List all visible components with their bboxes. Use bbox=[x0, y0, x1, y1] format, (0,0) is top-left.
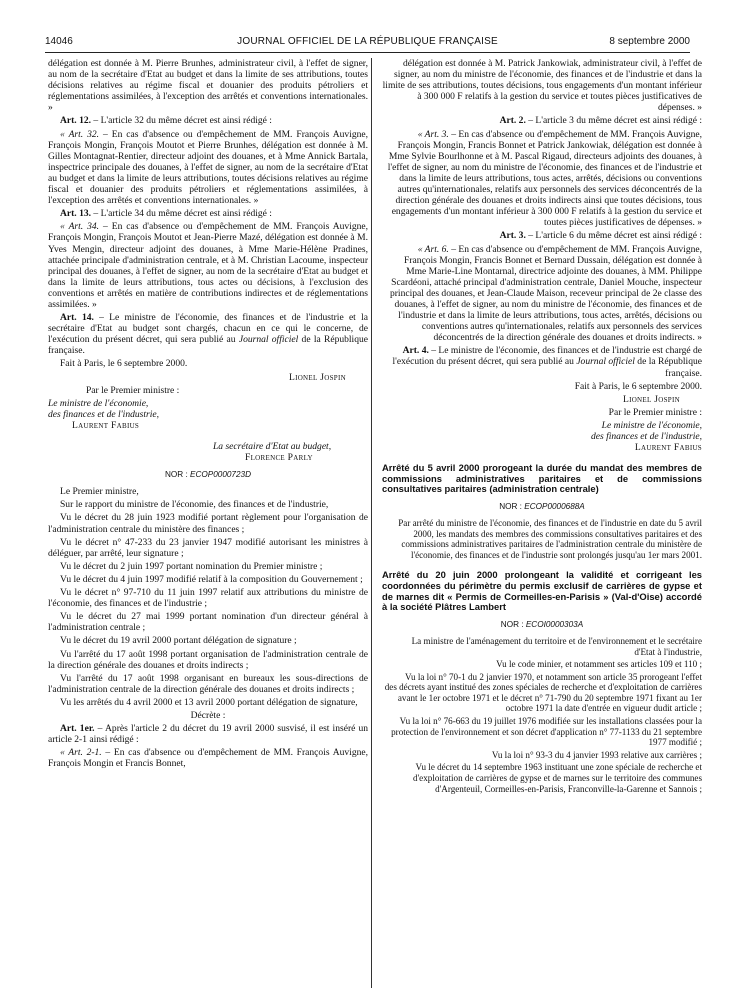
article-text: – En cas d'absence ou d'empêchement de MM. François Auvigne, François Mongin, François Moutot et Jean-Pierre Mazé, délégation est donnée à M. Yves Mengin, directeur adjoint des douanes, à Mme Marie-Hélène Pradines, attachée principale d'administration centrale, et à M. Christian Lacoume, inspecteur principal des douanes, à l'effet de signer, au nom de la secrétaire d'Etat au budget et dans la limite de leurs attributions, tous actes ou décisions, à l'exclusion des conventions et arrêtés en matière de contributions indirectes et de réglementations assimilées. » bbox=[48, 221, 368, 310]
article-32 bbox=[48, 129, 368, 207]
arrete-visa: Vu le code minier, et notamment ses articles 109 et 110 ; bbox=[496, 659, 702, 670]
column-divider bbox=[371, 58, 372, 988]
decrete-heading: Décrète : bbox=[190, 709, 226, 721]
arrete-visa: Vu la loi n° 76-663 du 19 juillet 1976 modifiée sur les installations classées pour la protection de l'environnement et son décret d'application n° 77-1133 du 21 septembre 1977 modifié ; bbox=[391, 716, 702, 748]
nor-label: NOR : bbox=[499, 501, 525, 511]
article-6 bbox=[382, 244, 702, 344]
journal-name: Journal officiel bbox=[576, 356, 635, 368]
article-text-end: de la République française. bbox=[634, 356, 702, 379]
signature-minister bbox=[48, 398, 368, 431]
article-34 bbox=[48, 221, 368, 310]
article-1 bbox=[48, 723, 368, 745]
article-text: – En cas d'absence ou d'empêchement de MM. François Auvigne, François Mongin, Francis Bonnet et Patrick Jankowiak, délégation est donnée à Mme Sylvie Bourlhonne et à M. Pascal Rigaud, directeurs adjoints des douanes, à l'effet de signer, au nom du ministre de l'économie, des finances et de l'industrie et dans la limite de leurs attributions, tous actes, arrêtés, décisions ou conventions autres qu'internationales, relatifs aux personnels des services déconcentrés de la direction générale des douanes et droits indirects ainsi que toutes décisions, tous engagements d'un montant inférieur à 300 000 F relatifs à la gestion du service et toutes pièces justificatives de dépenses. » bbox=[387, 128, 702, 229]
arrete-visa: Vu la loi n° 93-3 du 4 janvier 1993 relative aux carrières ; bbox=[491, 749, 702, 760]
article-13 bbox=[48, 208, 368, 219]
by-pm: Par le Premier ministre : bbox=[608, 406, 702, 418]
page-header bbox=[45, 36, 690, 50]
article-2 bbox=[382, 115, 702, 126]
decree-visa: Vu le décret du 4 juin 1997 modifié relatif à la composition du Gouvernement ; bbox=[60, 573, 363, 585]
article-text: – L'article 34 du même décret est ainsi rédigé : bbox=[91, 208, 272, 220]
right-column bbox=[382, 58, 702, 796]
decree-visa: Vu le décret du 19 avril 2000 portant délégation de signature ; bbox=[60, 635, 297, 647]
article-text-end: de la République française. bbox=[48, 334, 368, 357]
article-text: – L'article 3 du même décret est ainsi rédigé : bbox=[525, 115, 702, 127]
journal-name: Journal officiel bbox=[238, 334, 299, 346]
by-pm: Par le Premier ministre : bbox=[86, 384, 180, 396]
article-label: « Art. 6. bbox=[417, 243, 449, 255]
article-label: Art. 4. bbox=[402, 345, 429, 357]
article-label: Art. 1er. bbox=[60, 723, 95, 735]
minister-title-2: des finances et de l'industrie, bbox=[590, 431, 702, 442]
nor-reference bbox=[382, 619, 702, 630]
minister-name: Laurent Fabius bbox=[72, 419, 140, 431]
article-label: Art. 13. bbox=[60, 208, 92, 220]
decree-visa: Vu l'arrêté du 17 août 1998 portant organisation de l'administration centrale de la direction générale des douanes et droits indirects ; bbox=[48, 648, 368, 671]
decree-visa: Vu le décret du 28 juin 1923 modifié portant règlement pour l'organisation de l'administration centrale du ministère des finances ; bbox=[48, 512, 368, 535]
decree-visa: Sur le rapport du ministre de l'économie, des finances et de l'industrie, bbox=[60, 499, 329, 511]
decree-visa: Vu le décret n° 97-710 du 11 juin 1997 relatif aux attributions du ministre de l'économie, des finances et de l'industrie ; bbox=[48, 587, 368, 610]
arrete-title: Arrêté du 5 avril 2000 prorogeant la durée du mandat des membres de commissions administratives paritaires et de commissions consultatives paritaires (administration centrale) bbox=[382, 462, 702, 495]
article-label: « Art. 32. bbox=[60, 128, 100, 140]
article-3-quoted bbox=[382, 129, 702, 229]
arrete-visa: La ministre de l'aménagement du territoire et de l'environnement et le secrétaire d'Etat à l'industrie, bbox=[411, 635, 702, 657]
arrete-visa: Vu le décret du 14 septembre 1963 instituant une zone spéciale de recherche et d'exploitation de carrières de gypse et de marnes sur le territoire des communes d'Argenteuil, Cormeilles-en-Parisis, Franconville-la-Garenne et Sannois ; bbox=[413, 762, 702, 794]
article-label: Art. 14. bbox=[60, 312, 94, 324]
journal-title: JOURNAL OFFICIEL DE LA RÉPUBLIQUE FRANÇAISE bbox=[237, 36, 498, 47]
article-text: – Le ministre de l'économie, des finances et de l'industrie est chargé de l'exécution du présent décret, qui sera publié au bbox=[392, 345, 702, 368]
article-text: – L'article 32 du même décret est ainsi rédigé : bbox=[91, 115, 272, 127]
article-text: – L'article 6 du même décret est ainsi rédigé : bbox=[525, 230, 702, 242]
signature-minister bbox=[382, 420, 702, 453]
header-rule bbox=[45, 52, 690, 53]
article-12 bbox=[48, 115, 368, 126]
article-3 bbox=[382, 230, 702, 241]
signature-pm: Lionel Jospin bbox=[622, 393, 680, 405]
arrete-text: Par arrêté du ministre de l'économie, des finances et de l'industrie en date du 5 avril 2000, les mandats des membres des commissions consultatives paritaires et des commissions administratives paritaires de l'administration centrale du ministère de l'économie, des finances et de l'industrie sont prolongés jusqu'au 1er mars 2001. bbox=[398, 518, 702, 560]
secretary-title: La secrétaire d'Etat au budget, bbox=[213, 441, 332, 452]
paragraph: délégation est donnée à M. Pierre Brunhes, administrateur civil, à l'effet de signer, au nom de la secrétaire d'Etat au budget et dans la limite de ses attributions, toutes décisions relatives au régime fiscal et douanier des produits pétroliers et réglementations assimilées, à l'exception des arrêtés et conventions internationales. » bbox=[48, 58, 368, 114]
done-at: Fait à Paris, le 6 septembre 2000. bbox=[574, 380, 702, 392]
decree-visa: Vu les arrêtés du 4 avril 2000 et 13 avril 2000 portant délégation de signature, bbox=[60, 696, 358, 708]
article-label: « Art. 3. bbox=[417, 128, 449, 140]
article-label: Art. 2. bbox=[499, 115, 526, 127]
decree-preamble: Le Premier ministre, bbox=[60, 486, 139, 498]
nor-reference bbox=[382, 501, 702, 512]
minister-title-1: Le ministre de l'économie, bbox=[48, 397, 149, 409]
secretary-name: Florence Parly bbox=[245, 452, 313, 464]
article-label: « Art. 2-1. bbox=[60, 747, 102, 759]
minister-title-2: des finances et de l'industrie, bbox=[48, 408, 160, 420]
nor-code: ECOI0000303A bbox=[525, 619, 584, 629]
decree-visa: Vu le décret du 27 mai 1999 portant nomination d'un directeur général à l'administration centrale ; bbox=[48, 611, 368, 634]
minister-name: Laurent Fabius bbox=[634, 442, 702, 454]
article-label: Art. 12. bbox=[60, 115, 92, 127]
article-label: Art. 3. bbox=[499, 230, 526, 242]
nor-code: ECOP0000688A bbox=[524, 501, 585, 511]
decree-visa: Vu l'arrêté du 17 août 1998 organisant en bureaux les sous-directions de l'administration centrale de la direction générale des douanes et droits indirects ; bbox=[48, 672, 368, 695]
left-column bbox=[48, 58, 368, 771]
article-text: – En cas d'absence ou d'empêchement de MM. François Auvigne, François Mongin, François Moutot et Pierre Brunhes, délégation est donnée à M. Gilles Montagnat-Rentier, directeur adjoint des douanes, et à Mme Annick Bartala, inspectrice principale des douanes, à l'effet de signer, au nom de la secrétaire d'Etat au budget et dans la limite de leurs attributions, toutes décisions relatives au régime fiscal et douanier des produits pétroliers et réglementations assimilées, à l'exception des arrêtés et conventions internationales. » bbox=[48, 128, 368, 207]
arrete-visa: Vu la loi n° 70-1 du 2 janvier 1970, et notamment son article 35 prorogeant l'effet des décrets ayant institué des zones spéciales de recherche et d'exploitation de carrières avant le 1er octobre 1971 et le décret n° 71-790 du 20 septembre 1971 fixant au 1er octobre 1971 la date d'entrée en vigueur dudit article ; bbox=[384, 671, 702, 714]
paragraph: délégation est donnée à M. Patrick Jankowiak, administrateur civil, à l'effet de signer, au nom du ministre de l'économie, des finances et de l'industrie et dans la limite de ses attributions, toutes décisions, tous engagements d'un montant inférieur à 300 000 F relatifs à la gestion du service et toutes pièces justificatives de dépenses. » bbox=[382, 58, 702, 114]
nor-code: ECOP0000723D bbox=[190, 470, 252, 480]
issue-date: 8 septembre 2000 bbox=[609, 36, 690, 47]
nor-label: NOR : bbox=[500, 619, 526, 629]
article-4 bbox=[382, 345, 702, 378]
decree-visa: Vu le décret du 2 juin 1997 portant nomination du Premier ministre ; bbox=[60, 560, 323, 572]
signature-pm: Lionel Jospin bbox=[288, 371, 346, 383]
article-text: – En cas d'absence ou d'empêchement de MM. François Auvigne, François Mongin et Francis Bonnet, bbox=[48, 747, 368, 770]
article-14 bbox=[48, 312, 368, 356]
nor-label: NOR : bbox=[164, 470, 191, 480]
article-text: – Le ministre de l'économie, des finances et de l'industrie et la secrétaire d'Etat au budget sont chargés, chacun en ce qui le concerne, de l'exécution du présent décret, qui sera publié au bbox=[48, 312, 368, 346]
article-label: « Art. 34. bbox=[60, 221, 100, 233]
article-text: – En cas d'absence ou d'empêchement de MM. François Auvigne, François Mongin, Francis Bonnet et Bernard Dussain, délégation est donnée à Mme Marie-Line Montarnal, directrice adjointe des douanes, à MM. Philippe Scardéoni, attaché principal d'administration centrale, Daniel Mouche, inspecteur principal des douanes, et Jean-Claude Maison, receveur principal de 2e classe des douanes, à l'effet de signer, au nom du ministre de l'économie, des finances et de l'industrie et dans la limite de leurs attributions, tous actes, arrêtés, décisions ou conventions autres qu'internationales, relatifs aux personnels des services déconcentrés de la direction générale des douanes et droits indirects. » bbox=[389, 243, 702, 344]
nor-reference bbox=[48, 469, 368, 480]
arrete-title: Arrêté du 20 juin 2000 prolongeant la validité et corrigeant les coordonnées du périmètre du permis exclusif de carrières de gypse et de marnes dit « Permis de Cormeilles-en-Parisis » (Val-d'Oise) accordé à la société Plâtres Lambert bbox=[382, 569, 702, 613]
signature-secretary bbox=[213, 441, 368, 463]
page-number: 14046 bbox=[45, 36, 73, 47]
minister-title-1: Le ministre de l'économie, bbox=[601, 419, 702, 431]
article-text: – Après l'article 2 du décret du 19 avril 2000 susvisé, il est inséré un article 2-1 ainsi rédigé : bbox=[48, 723, 369, 746]
decree-visa: Vu le décret n° 47-233 du 23 janvier 1947 modifié autorisant les ministres à déléguer, par arrêté, leur signature ; bbox=[48, 536, 368, 559]
article-2-1 bbox=[48, 747, 368, 769]
done-at: Fait à Paris, le 6 septembre 2000. bbox=[60, 358, 188, 370]
